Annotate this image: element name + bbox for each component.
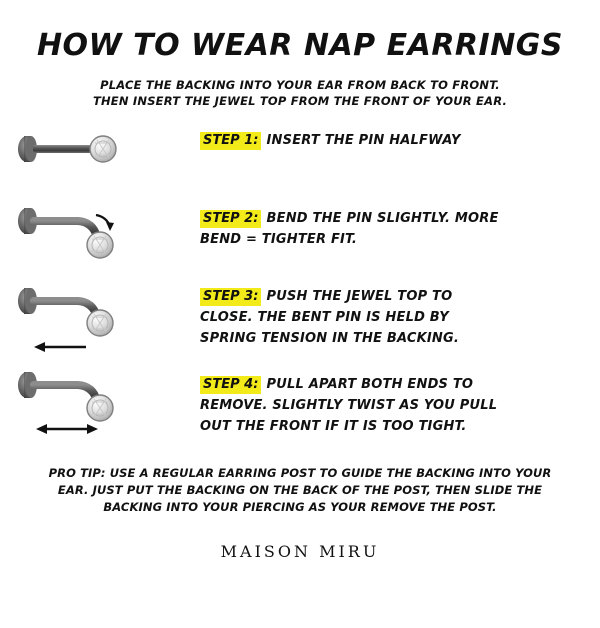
step-body (200, 129, 461, 150)
list-item (0, 123, 600, 197)
page-title: HOW TO WEAR NAP EARRINGS (36, 28, 564, 63)
step-body (200, 207, 500, 249)
pro-tip-text: PRO TIP: USE A REGULAR EARRING POST TO GUIDE THE BACKING INTO YOUR EAR. JUST PUT THE BACKING ON THE BACK OF THE POST, THEN SLIDE THE BACKING INTO YOUR PIERCING AS YOUR REMOVE THE POST. (48, 466, 552, 514)
step-badge: STEP 4: (200, 376, 261, 394)
left-arrow-icon (34, 342, 86, 352)
infographic-page (0, 28, 600, 628)
step-body (200, 373, 500, 436)
earring-pull-apart-illustration (0, 367, 200, 451)
subtitle-line-1: PLACE THE BACKING INTO YOUR EAR FROM BACK TO FRONT. (100, 78, 500, 92)
step-description: PUSH THE JEWEL TOP TO CLOSE. THE BENT PIN IS HELD BY SPRING TENSION IN THE BACKING. (200, 289, 460, 346)
steps-list (0, 123, 600, 451)
earring-closed-illustration (0, 279, 200, 363)
list-item (0, 279, 600, 363)
step-description: PULL APART BOTH ENDS TO REMOVE. SLIGHTLY TWIST AS YOU PULL OUT THE FRONT IF IT IS TOO TIGHT. (200, 377, 498, 434)
step-text-column (200, 367, 500, 436)
step-badge: STEP 1: (200, 132, 261, 150)
list-item (0, 367, 600, 451)
step-badge: STEP 2: (200, 210, 261, 228)
subtitle (22, 77, 578, 109)
step-text-column (200, 123, 461, 150)
step-description: INSERT THE PIN HALFWAY (266, 133, 461, 148)
earring-bent-pin-illustration (0, 201, 200, 275)
step-text-column (200, 279, 500, 348)
double-arrow-icon (36, 424, 98, 434)
list-item (0, 201, 600, 275)
step-text-column (200, 201, 500, 249)
step-badge: STEP 3: (200, 288, 261, 306)
step-description: BEND THE PIN SLIGHTLY. MORE BEND = TIGHTER FIT. (200, 211, 499, 247)
brand-logo: MAISON MIRU (220, 542, 380, 561)
step-body (200, 285, 500, 348)
earring-straight-pin-illustration (0, 123, 200, 197)
subtitle-line-2: THEN INSERT THE JEWEL TOP FROM THE FRONT OF YOUR EAR. (92, 94, 508, 108)
